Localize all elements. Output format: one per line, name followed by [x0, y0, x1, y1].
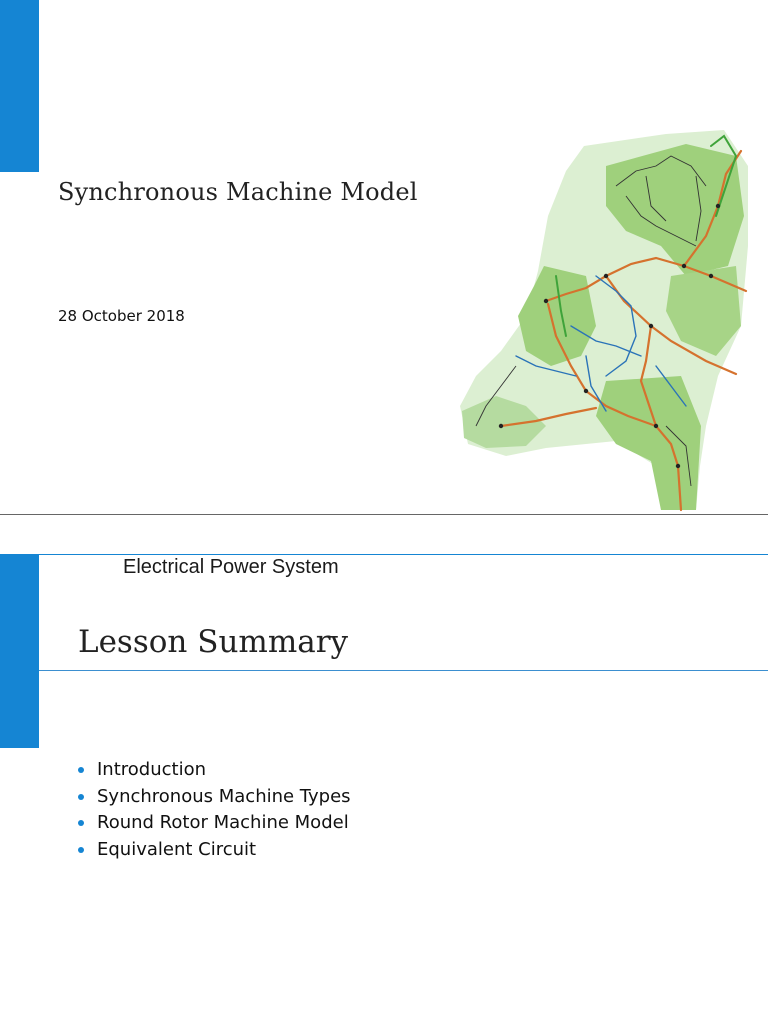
substation-dot — [499, 424, 503, 428]
substation-dot — [584, 389, 588, 393]
bullet-item: Introduction — [78, 759, 351, 786]
bullet-dot-icon — [78, 794, 84, 800]
map-zone-south — [596, 376, 701, 510]
substation-dot — [716, 204, 720, 208]
bullet-dot-icon — [78, 820, 84, 826]
title-underline — [39, 670, 768, 671]
bullet-list — [78, 759, 351, 865]
substation-dot — [604, 274, 608, 278]
bullet-dot-icon — [78, 847, 84, 853]
bullet-item: Equivalent Circuit — [78, 839, 351, 866]
substation-dot — [676, 464, 680, 468]
substation-dot — [649, 324, 653, 328]
substation-dot — [709, 274, 713, 278]
summary-slide — [0, 554, 768, 1024]
header-strip — [0, 554, 768, 576]
bullet-item: Round Rotor Machine Model — [78, 812, 351, 839]
bullet-dot-icon — [78, 767, 84, 773]
accent-bar — [0, 0, 39, 172]
slide-title: Synchronous Machine Model — [58, 178, 418, 206]
netherlands-grid-map — [456, 126, 756, 512]
slide-header: Electrical Power System — [123, 556, 339, 578]
accent-bar — [0, 576, 39, 748]
substation-dot — [682, 264, 686, 268]
slide-divider — [0, 514, 768, 515]
substation-dot — [544, 299, 548, 303]
slide-title: Lesson Summary — [78, 624, 349, 660]
bullet-item: Synchronous Machine Types — [78, 786, 351, 813]
slide-date: 28 October 2018 — [58, 307, 185, 325]
header-rule — [39, 554, 768, 555]
substation-dot — [654, 424, 658, 428]
